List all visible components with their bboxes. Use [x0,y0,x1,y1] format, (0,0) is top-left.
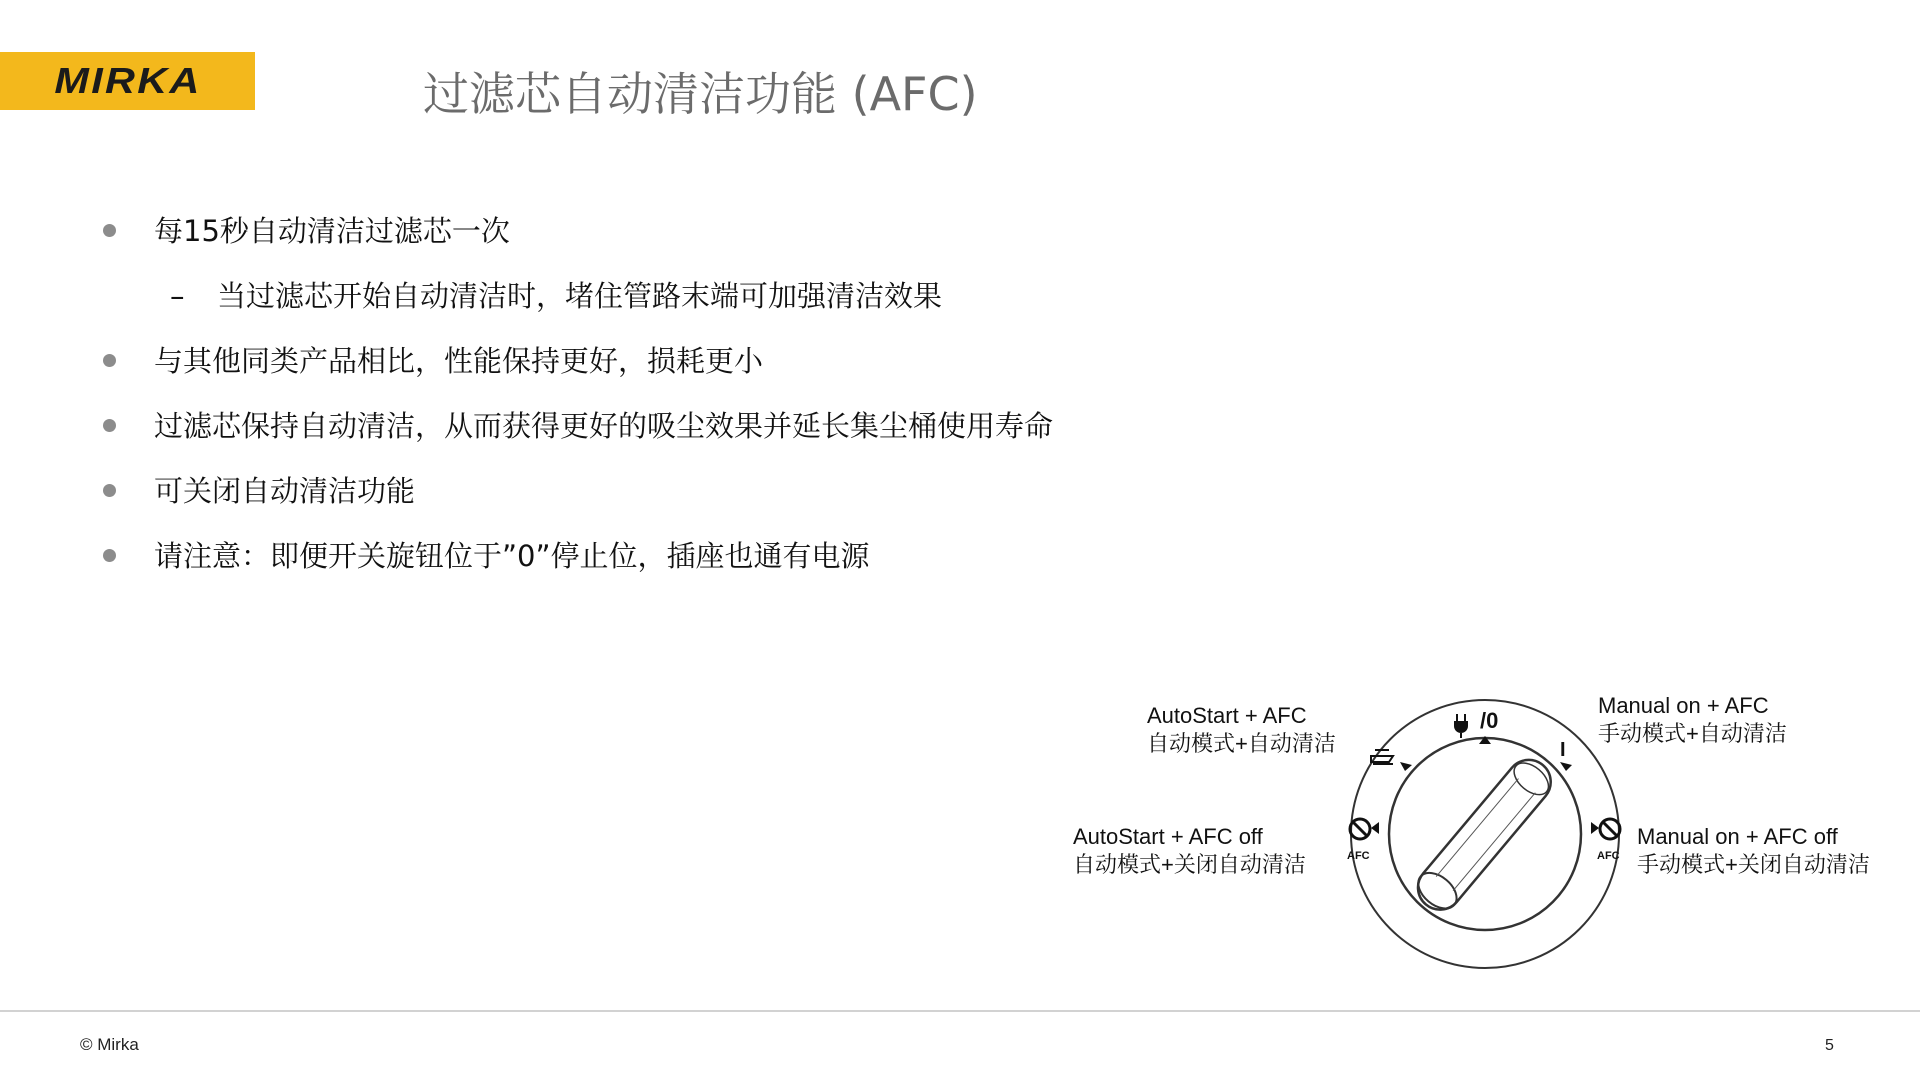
autostart-tool-icon [1371,750,1393,764]
bullet-item [100,465,1300,530]
page-number: 5 [1825,1037,1834,1054]
on-position-label: I [1560,739,1566,761]
copyright-text: © Mirka [80,1035,139,1054]
sub-bullet-text: 当过滤芯开始自动清洁时，堵住管路末端可加强清洁效果 [217,279,943,313]
dial-label-manual-afc-off [1637,823,1870,879]
dial-label-en: AutoStart + AFC off [1073,824,1263,849]
logo-text: MIRKA [53,60,202,101]
dial-label-en: Manual on + AFC off [1637,824,1838,849]
plug-icon [1455,714,1467,738]
dial-label-cn: 手动模式+自动清洁 [1598,721,1787,746]
bullet-text: 与其他同类产品相比，性能保持更好，损耗更小 [154,344,764,378]
sub-bullet-item [100,270,1300,335]
off-position-label: /0 [1480,708,1499,733]
bullet-text: 每15秒自动清洁过滤芯一次 [154,214,510,248]
switch-knob-icon [1335,698,1635,998]
bullet-item [100,335,1300,400]
dial-label-autostart-afc [1147,702,1336,758]
footer-divider [0,1010,1920,1012]
bullet-dot-icon [103,549,116,562]
bullet-text: 请注意：即便开关旋钮位于”0”停止位，插座也通有电源 [154,539,870,573]
dial-label-en: AutoStart + AFC [1147,703,1307,728]
dial-label-cn: 自动模式+自动清洁 [1147,731,1336,756]
bullet-text: 可关闭自动清洁功能 [154,474,416,508]
dash-icon: – [170,279,185,313]
bullet-dot-icon [103,224,116,237]
afc-left-label: AFC [1347,850,1370,862]
bullet-text: 过滤芯保持自动清洁，从而获得更好的吸尘效果并延长集尘桶使用寿命 [154,409,1054,443]
mirka-logo [0,52,255,110]
bullet-dot-icon [103,484,116,497]
afc-right-label: AFC [1597,850,1620,862]
dial-label-autostart-afc-off [1073,823,1306,879]
bullet-dot-icon [103,419,116,432]
bullet-item [100,530,1300,595]
bullet-dot-icon [103,354,116,367]
dial-label-en: Manual on + AFC [1598,693,1769,718]
bullet-list [100,205,1300,595]
dial-label-cn: 自动模式+关闭自动清洁 [1073,852,1306,877]
dial-diagram [1060,680,1920,1000]
bullet-item [100,205,1300,270]
bullet-item [100,400,1300,465]
slide-title: 过滤芯自动清洁功能 (AFC) [423,67,978,121]
dial-label-cn: 手动模式+关闭自动清洁 [1637,852,1870,877]
